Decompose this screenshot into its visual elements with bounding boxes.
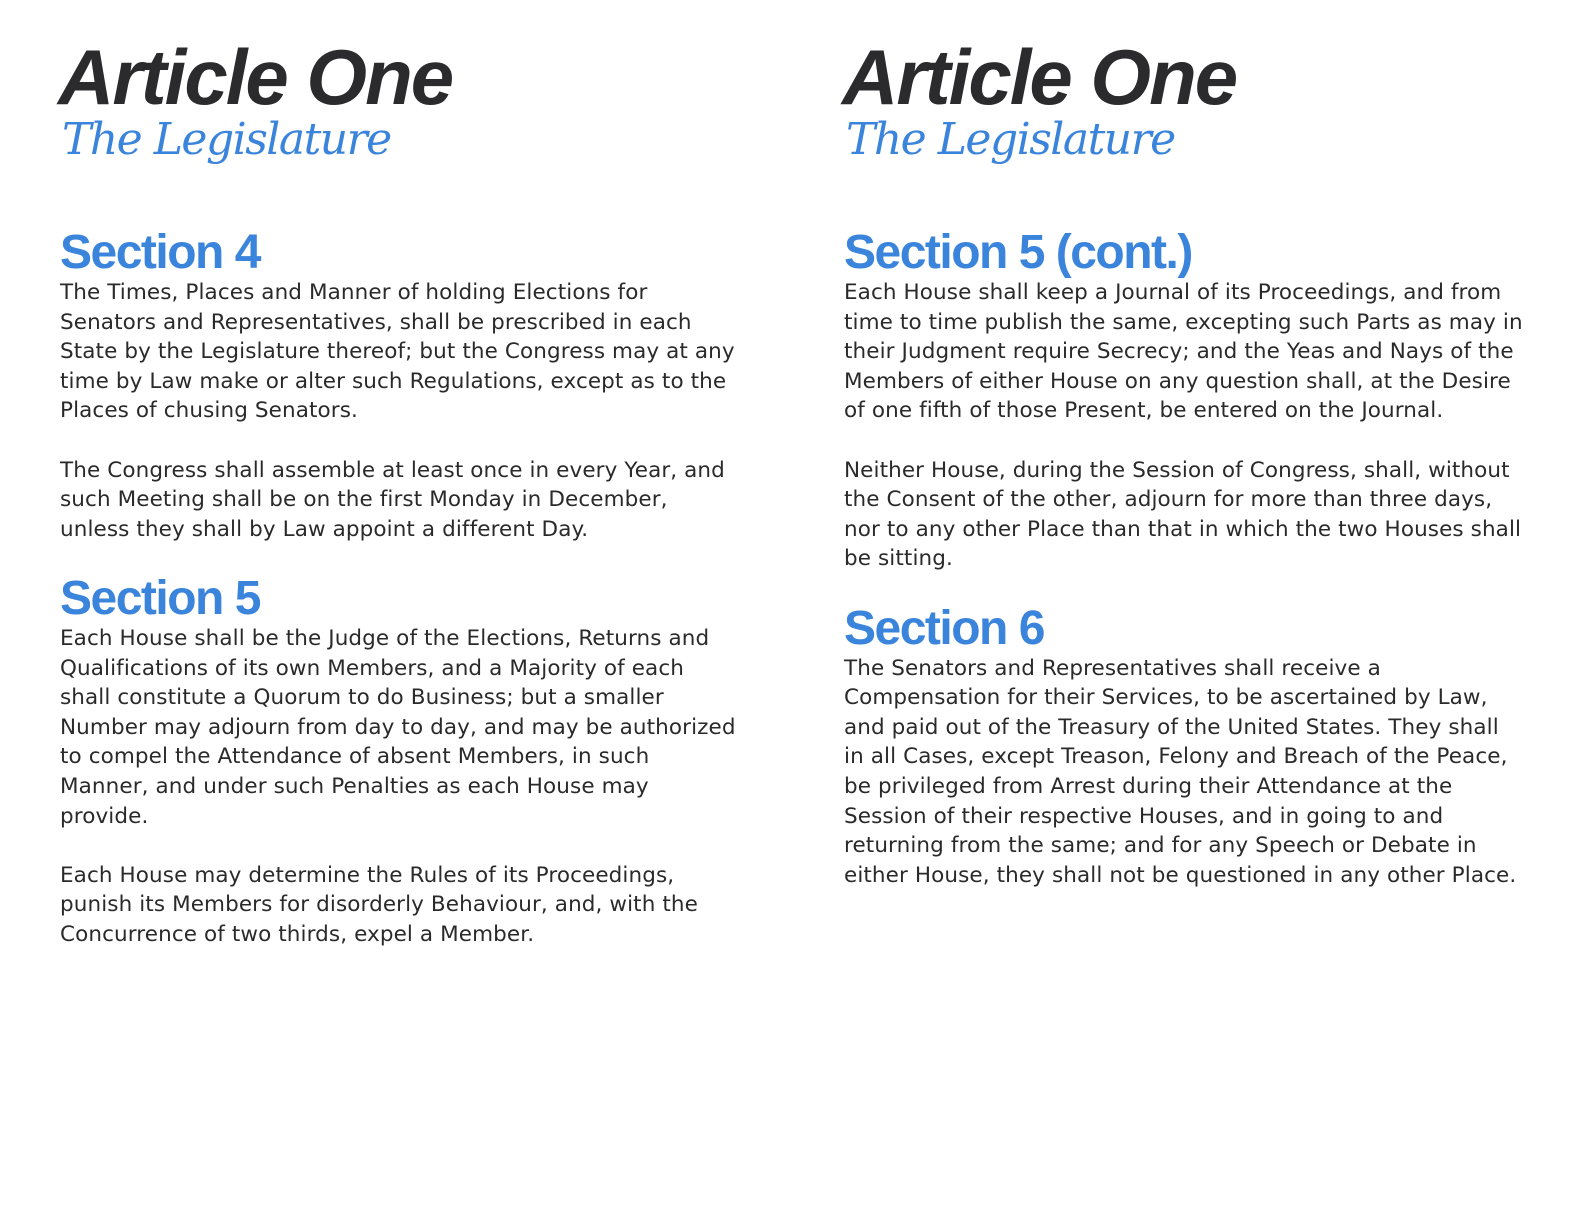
article-subtitle: The Legislature [846, 114, 1175, 165]
section-paragraph: Each House may determine the Rules of its Proceedings, punish its Members for disorderly Behaviour, and, with the Concurrence of two thirds, expel a Member. [60, 862, 698, 947]
section-heading: Section 6 [844, 601, 1044, 655]
section-5-cont [844, 228, 1524, 574]
section-paragraph: Each House shall keep a Journal of its Proceedings, and from time to time publish the same, excepting such Parts as may in their Judgment require Secrecy; and the Yeas and Nays of the Members of either House on any question shall, at the Desire of one fifth of those Present, be entered on the Journal. [844, 280, 1523, 424]
article-title: Article One [58, 33, 453, 121]
sections-column [844, 228, 1524, 920]
article-subtitle: The Legislature [62, 114, 391, 165]
section-paragraph: The Congress shall assemble at least once in every Year, and such Meeting shall be on the first Monday in December, unless they shall by Law appoint a different Day. [60, 457, 725, 542]
section-paragraph: The Senators and Representatives shall receive a Compensation for their Services, to be ascertained by Law, and paid out of the Treasury of the United States. They shall in all Cases, except Treason, Felony and Breach of the Peace, be privileged from Arrest during their Attendance at the Session of their respective Houses, and in going to and returning from the same; and for any Speech or Debate in either House, they shall not be questioned in any other Place. [844, 655, 1517, 888]
section-paragraph: The Times, Places and Manner of holding Elections for Senators and Representatives, shall be prescribed in each State by the Legislature thereof; but the Congress may at any time by Law make or alter such Regulations, except as to the Places of chusing Senators. [60, 280, 735, 424]
section-4 [60, 228, 740, 544]
section-heading: Section 5 (cont.) [844, 226, 1192, 279]
section-heading: Section 5 [60, 571, 260, 625]
section-heading: Section 4 [60, 226, 260, 279]
article-title: Article One [842, 33, 1237, 121]
section-paragraph: Neither House, during the Session of Congress, shall, without the Consent of the other, adjourn for more than three days, nor to any other Place than that in which the two Houses shall be sitting. [844, 457, 1522, 572]
section-6 [844, 601, 1524, 891]
sections-column [60, 228, 740, 979]
section-5 [60, 571, 740, 950]
section-paragraph: Each House shall be the Judge of the Elections, Returns and Qualifications of its own Members, and a Majority of each shall constitute a Quorum to do Business; but a smaller Number may adjourn from day to day, and may be authorized to compel the Attendance of absent Members, in such Manner, and under such Penalties as each House may provide. [60, 625, 736, 829]
